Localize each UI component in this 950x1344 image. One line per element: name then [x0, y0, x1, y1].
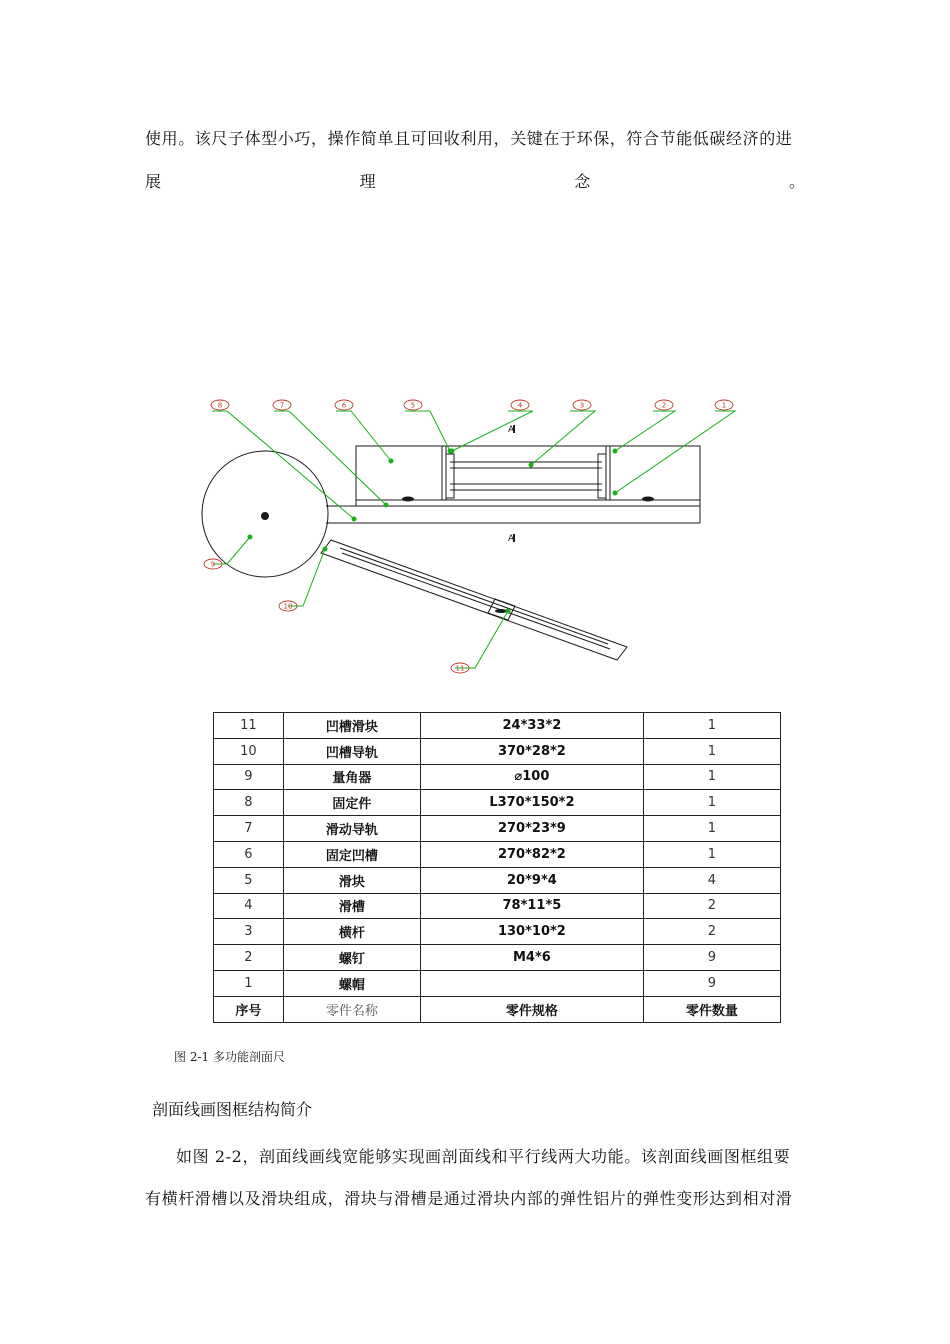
callout-4: 4 — [517, 401, 523, 410]
cell-spec: M4*6 — [420, 945, 643, 971]
intro-line-1: 使用。该尺子体型小巧，操作简单且可回收利用，关键在于环保，符合节能低碳经济的进 — [145, 129, 793, 148]
cell-no: 8 — [214, 790, 284, 816]
table-row — [214, 713, 781, 739]
cell-name: 螺帽 — [283, 970, 420, 996]
cell-name: 螺钉 — [283, 945, 420, 971]
cell-qty: 4 — [643, 867, 780, 893]
cell-qty: 1 — [643, 764, 780, 790]
callout-3: 3 — [579, 401, 585, 410]
callout-11: 11 — [455, 664, 465, 673]
cell-no: 4 — [214, 893, 284, 919]
ruler-assembly-drawing — [190, 392, 760, 682]
cell-spec: 24*33*2 — [420, 713, 643, 739]
parts-table-header — [214, 996, 781, 1022]
table-row — [214, 970, 781, 996]
body-line-2: 有横杆滑槽以及滑块组成，滑块与滑槽是通过滑块内部的弹性铝片的弹性变形达到相对滑 — [145, 1189, 793, 1208]
cell-qty: 2 — [643, 919, 780, 945]
parts-table — [213, 712, 781, 1023]
cell-spec: ⌀100 — [420, 764, 643, 790]
table-row — [214, 919, 781, 945]
callout-balloons — [204, 400, 733, 673]
intro-line-2 — [145, 169, 805, 192]
table-row — [214, 816, 781, 842]
cell-name: 凹槽导轨 — [283, 738, 420, 764]
section-mark-top: A — [508, 425, 515, 435]
table-row — [214, 841, 781, 867]
cell-no: 9 — [214, 764, 284, 790]
cell-qty: 9 — [643, 945, 780, 971]
leader-lines — [212, 411, 735, 668]
cell-spec: 20*9*4 — [420, 867, 643, 893]
header-name: 零件名称 — [283, 996, 420, 1022]
callout-6: 6 — [341, 401, 347, 410]
callout-1: 1 — [721, 401, 727, 410]
header-spec: 零件规格 — [420, 996, 643, 1022]
intro-char: 。 — [788, 172, 805, 191]
leader-dots — [248, 449, 618, 614]
cell-spec: 270*23*9 — [420, 816, 643, 842]
section-mark-bottom: A — [508, 534, 515, 544]
cell-no: 11 — [214, 713, 284, 739]
intro-char: 理 — [359, 172, 376, 191]
cell-no: 10 — [214, 738, 284, 764]
cell-spec — [420, 970, 643, 996]
cell-no: 3 — [214, 919, 284, 945]
callout-numbers — [211, 402, 726, 673]
callout-5: 5 — [410, 401, 416, 410]
header-qty: 零件数量 — [643, 996, 780, 1022]
table-row — [214, 738, 781, 764]
callout-8: 8 — [217, 401, 223, 410]
table-row — [214, 764, 781, 790]
fasteners — [261, 425, 654, 613]
table-row — [214, 867, 781, 893]
cell-name: 量角器 — [283, 764, 420, 790]
cell-name: 滑槽 — [283, 893, 420, 919]
cell-name: 滑块 — [283, 867, 420, 893]
cell-qty: 2 — [643, 893, 780, 919]
figure-caption: 图 2-1 多功能剖面尺 — [174, 1050, 285, 1064]
cell-no: 6 — [214, 841, 284, 867]
drawing-lines — [202, 446, 700, 660]
cell-qty: 1 — [643, 841, 780, 867]
cell-spec: L370*150*2 — [420, 790, 643, 816]
header-no: 序号 — [214, 996, 284, 1022]
callout-10: 10 — [283, 602, 293, 611]
cell-qty: 1 — [643, 790, 780, 816]
callout-7: 7 — [279, 401, 285, 410]
callout-9: 9 — [210, 560, 216, 569]
cell-name: 滑动导轨 — [283, 816, 420, 842]
cell-qty: 9 — [643, 970, 780, 996]
cell-name: 固定件 — [283, 790, 420, 816]
cell-no: 2 — [214, 945, 284, 971]
intro-char: 展 — [145, 172, 162, 191]
body-line-1: 如图 2-2，剖面线画线宽能够实现画剖面线和平行线两大功能。该剖面线画图框组要 — [176, 1147, 791, 1166]
callout-2: 2 — [661, 401, 667, 410]
cell-spec: 130*10*2 — [420, 919, 643, 945]
cell-name: 横杆 — [283, 919, 420, 945]
cell-no: 1 — [214, 970, 284, 996]
table-row — [214, 945, 781, 971]
cell-no: 7 — [214, 816, 284, 842]
cell-spec: 270*82*2 — [420, 841, 643, 867]
pivot-screw — [261, 512, 269, 520]
intro-char: 念 — [574, 172, 591, 191]
cell-qty: 1 — [643, 713, 780, 739]
table-row — [214, 893, 781, 919]
section-heading: 剖面线画图框结构简介 — [152, 1100, 313, 1119]
cell-qty: 1 — [643, 738, 780, 764]
cell-name: 固定凹槽 — [283, 841, 420, 867]
table-row — [214, 790, 781, 816]
cell-qty: 1 — [643, 816, 780, 842]
cell-name: 凹槽滑块 — [283, 713, 420, 739]
cell-spec: 78*11*5 — [420, 893, 643, 919]
cell-no: 5 — [214, 867, 284, 893]
cell-spec: 370*28*2 — [420, 738, 643, 764]
